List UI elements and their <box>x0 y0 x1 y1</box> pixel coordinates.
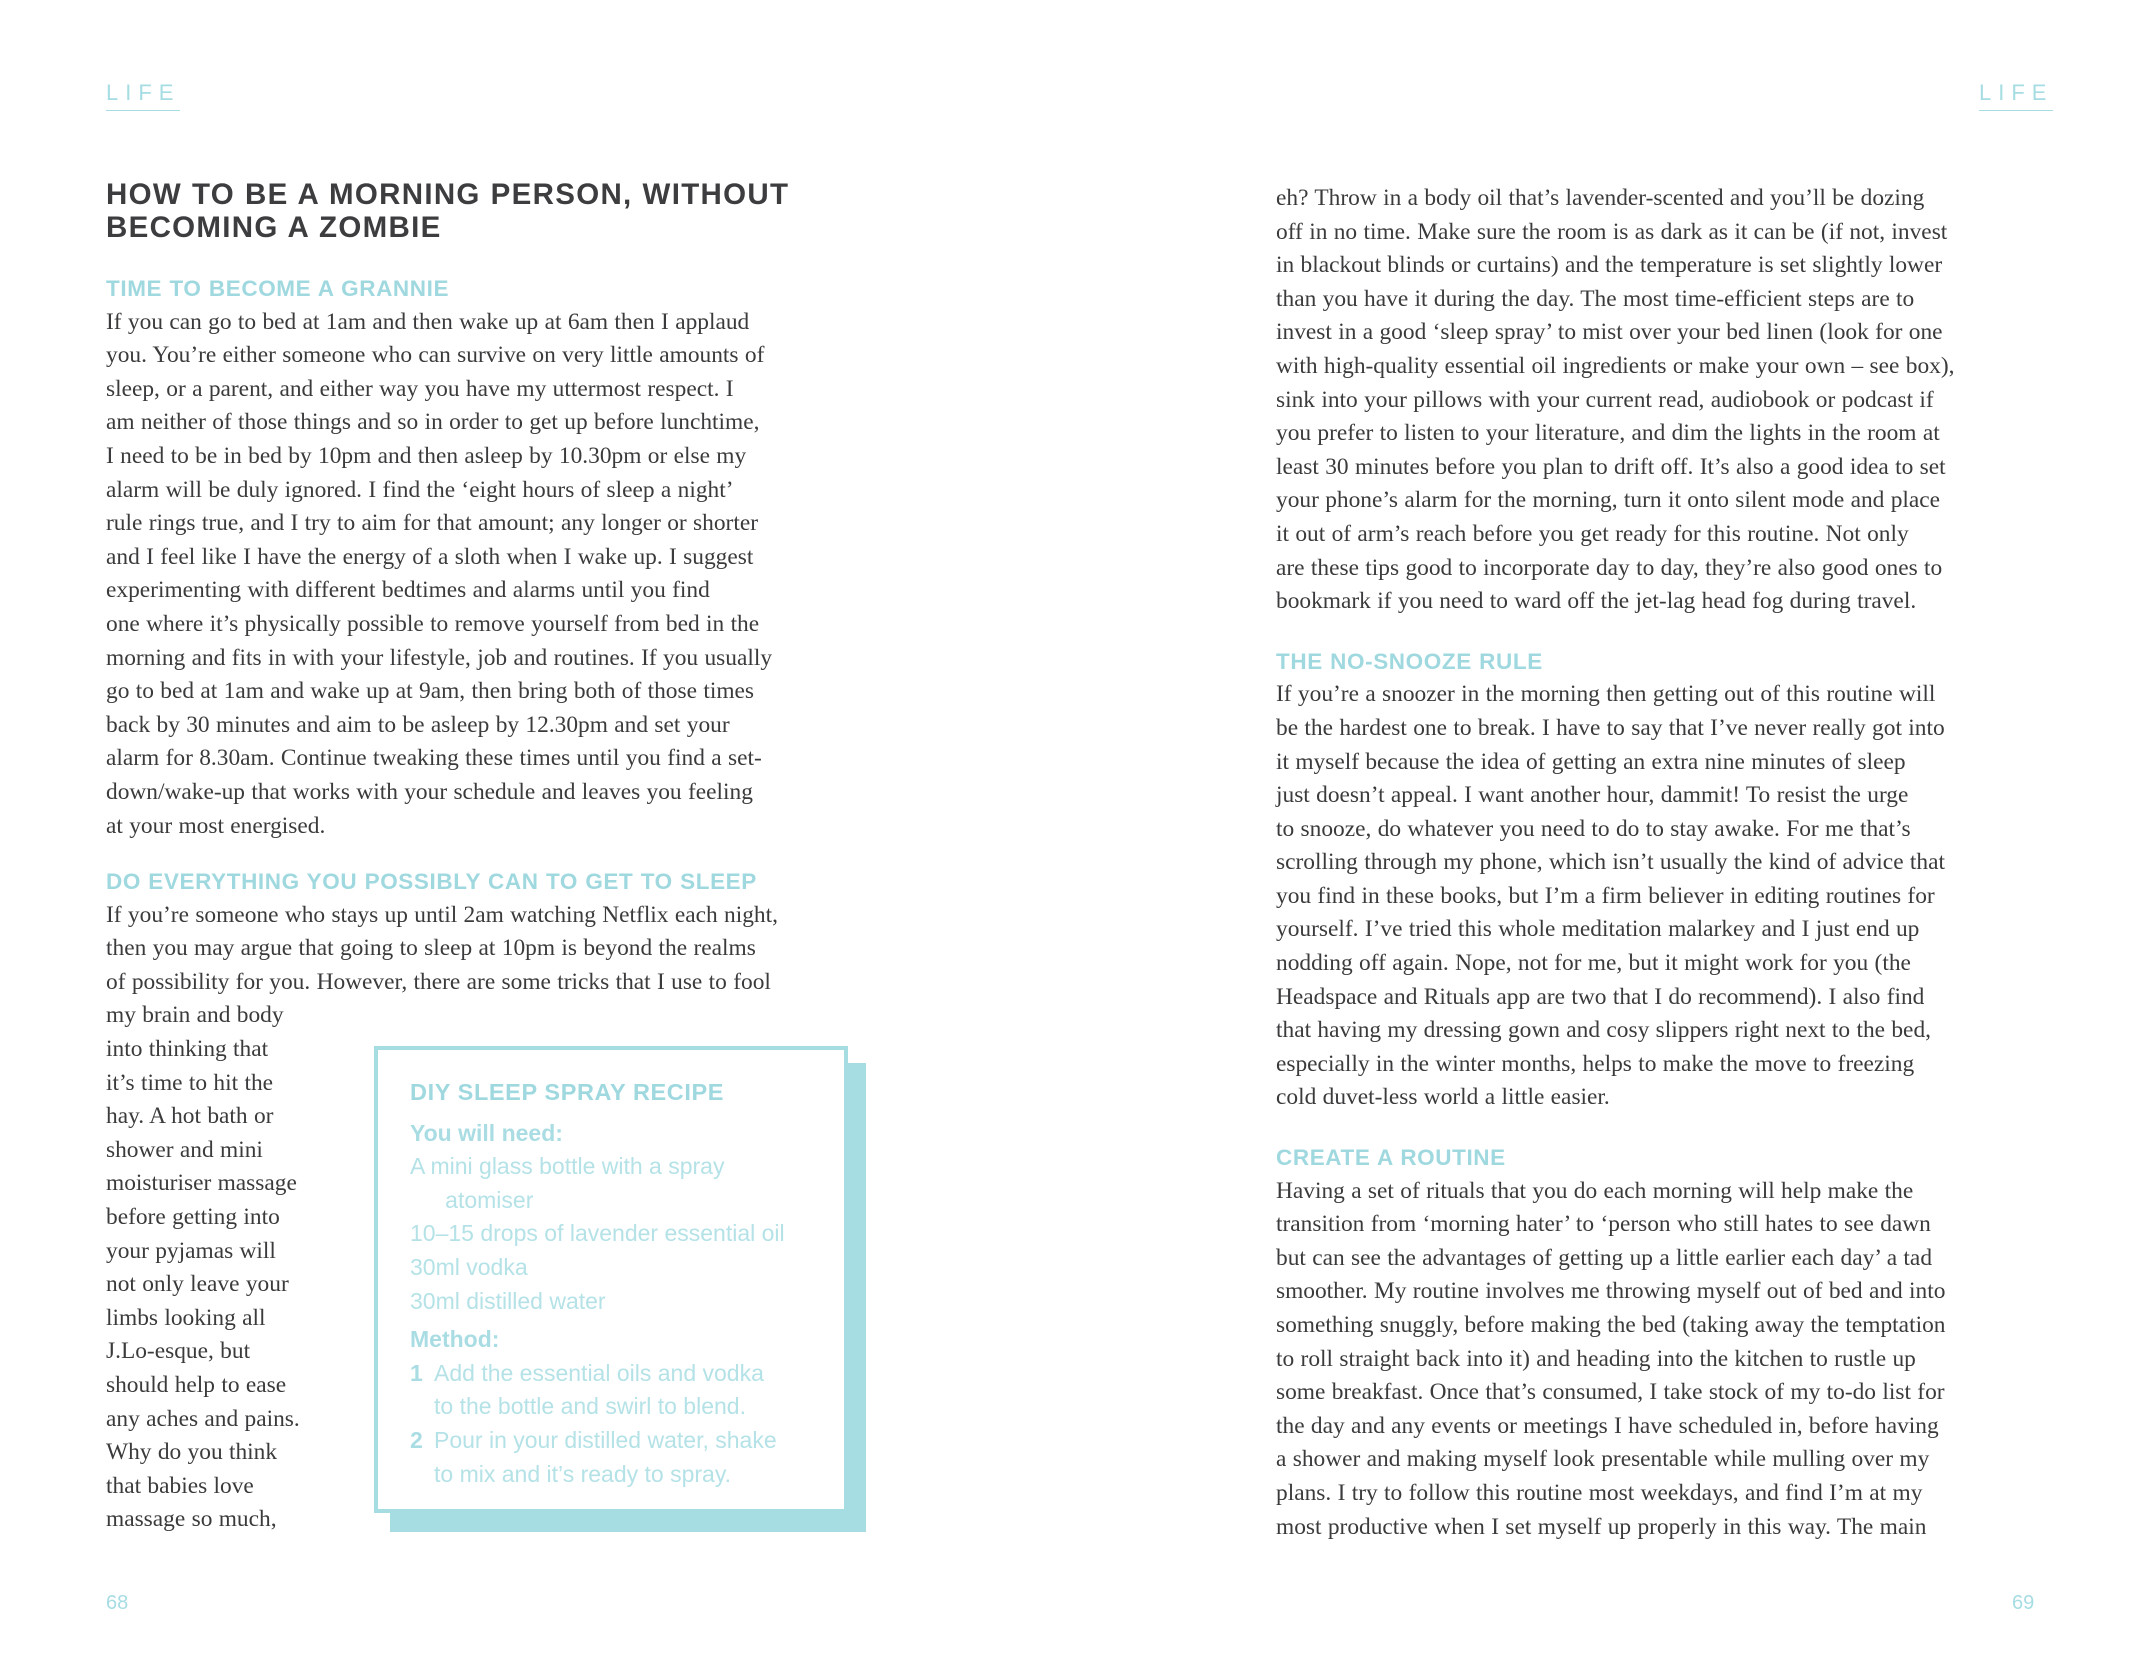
text-line: just doesn’t appeal. I want another hour, dammit! To resist the urge <box>1276 782 1909 809</box>
section-body-routine <box>1276 1175 2036 1545</box>
text-line: and I feel like I have the energy of a sloth when I wake up. I suggest <box>106 543 754 570</box>
text-line: my brain and body <box>106 1002 284 1029</box>
page-number-left: 68 <box>106 1592 129 1614</box>
text-line: alarm will be duly ignored. I find the ‘eight hours of sleep a night’ <box>106 476 734 503</box>
text-line: not only leave your <box>106 1271 289 1298</box>
text-line: Headspace and Rituals app are two that I do recommend). I also find <box>1276 983 1925 1010</box>
text-line: If you’re a snoozer in the morning then getting out of this routine will <box>1276 681 1936 708</box>
text-line: any aches and pains. <box>106 1405 300 1432</box>
text-line: sleep, or a parent, and either way you have my uttermost respect. I <box>106 375 734 402</box>
text-line: some breakfast. Once that’s consumed, I take stock of my to-do list for <box>1276 1379 1945 1406</box>
running-head-right: LIFE <box>1979 80 2053 111</box>
section-body-no-snooze <box>1276 678 2036 1115</box>
continued-body <box>1276 182 2036 619</box>
text-line: something snuggly, before making the bed (taking away the temptation <box>1276 1312 1946 1338</box>
text-line: shower and mini <box>106 1136 263 1163</box>
section-heading-sleep: DO EVERYTHING YOU POSSIBLY CAN TO GET TO SLEEP <box>106 869 757 895</box>
recipe-title: DIY SLEEP SPRAY RECIPE <box>410 1079 725 1105</box>
ingredient-item: 30ml vodka <box>410 1253 528 1280</box>
step-number: 1 <box>410 1359 423 1386</box>
recipe-need-label: You will need: <box>410 1119 563 1146</box>
text-line: especially in the winter months, helps to make the move to freezing <box>1276 1050 1915 1077</box>
text-line: but can see the advantages of getting up a little earlier each day’ a tad <box>1276 1244 1933 1271</box>
text-line: am neither of those things and so in order to get up before lunchtime, <box>106 409 760 436</box>
text-line: before getting into <box>106 1204 280 1231</box>
title-line: BECOMING A ZOMBIE <box>106 211 442 244</box>
ingredient-item: 10–15 drops of lavender essential oil <box>410 1220 785 1247</box>
text-line: should help to ease <box>106 1372 287 1398</box>
text-line: moisturiser massage <box>106 1170 297 1197</box>
text-line: most productive when I set myself up properly in this way. The main <box>1276 1513 1927 1540</box>
text-line: your pyjamas will <box>106 1237 276 1264</box>
ingredient-item: 30ml distilled water <box>410 1287 606 1314</box>
text-line: back by 30 minutes and aim to be asleep by 12.30pm and set your <box>106 711 730 738</box>
text-line: sink into your pillows with your current read, audiobook or podcast if <box>1276 386 1934 413</box>
text-line: scrolling through my phone, which isn’t usually the kind of advice that <box>1276 849 1945 876</box>
step-line: Add the essential oils and vodka <box>434 1359 764 1386</box>
text-line: massage so much, <box>106 1506 277 1533</box>
step-line: to the bottle and swirl to blend. <box>434 1393 746 1420</box>
recipe-method-label: Method: <box>410 1326 500 1353</box>
text-line: If you’re someone who stays up until 2am watching Netflix each night, <box>106 901 778 928</box>
text-line: one where it’s physically possible to remove yourself from bed in the <box>106 610 760 637</box>
text-line: in blackout blinds or curtains) and the temperature is set slightly lower <box>1276 252 1943 279</box>
text-line: you prefer to listen to your literature, and dim the lights in the room at <box>1276 420 1940 447</box>
recipe-box <box>374 1046 848 1513</box>
text-line: than you have it during the day. The most time-efficient steps are to <box>1276 285 1915 312</box>
text-line: morning and fits in with your lifestyle, job and routines. If you usually <box>106 644 773 671</box>
text-line: be the hardest one to break. I have to say that I’ve never really got into <box>1276 714 1945 741</box>
text-line: down/wake-up that works with your schedule and leaves you feeling <box>106 778 753 805</box>
text-line: nodding off again. Nope, not for me, but it might work for you (the <box>1276 950 1911 977</box>
text-line: alarm for 8.30am. Continue tweaking these times until you find a set- <box>106 745 762 772</box>
text-line: go to bed at 1am and wake up at 9am, then bring both of those times <box>106 678 755 705</box>
text-line: you find in these books, but I’m a firm believer in editing routines for <box>1276 882 1935 909</box>
text-line: a shower and making myself look presentable while mulling over my <box>1276 1446 1930 1473</box>
text-line: the day and any events or meetings I have scheduled in, before having <box>1276 1412 1939 1439</box>
text-line: at your most energised. <box>106 812 326 839</box>
text-line: to snooze, do whatever you need to do to stay awake. For me that’s <box>1276 815 1911 842</box>
text-line: that babies love <box>106 1472 254 1499</box>
text-line: yourself. I’ve tried this whole meditation malarkey and I just end up <box>1276 916 1920 943</box>
section-heading-routine: CREATE A ROUTINE <box>1276 1145 1506 1171</box>
section-heading-grannie: TIME TO BECOME A GRANNIE <box>106 276 450 301</box>
text-line: I need to be in bed by 10pm and then asleep by 10.30pm or else my <box>106 442 747 469</box>
text-line: into thinking that <box>106 1036 269 1063</box>
text-line: limbs looking all <box>106 1304 266 1331</box>
text-line: it out of arm’s reach before you get ready for this routine. Not only <box>1276 520 1909 547</box>
text-line: bookmark if you need to ward off the jet-lag head fog during travel. <box>1276 588 1917 615</box>
text-line: transition from ‘morning hater’ to ‘person who still hates to see dawn <box>1276 1211 1931 1238</box>
step-line: Pour in your distilled water, shake <box>434 1426 777 1453</box>
text-line: If you can go to bed at 1am and then wake up at 6am then I applaud <box>106 308 750 335</box>
text-line: invest in a good ‘sleep spray’ to mist over your bed linen (look for one <box>1276 319 1943 346</box>
section-body-grannie <box>106 306 866 844</box>
step-number: 2 <box>410 1426 423 1453</box>
text-line: then you may argue that going to sleep at 10pm is beyond the realms <box>106 935 756 962</box>
text-line: Having a set of rituals that you do each morning will help make the <box>1276 1177 1914 1204</box>
text-line: of possibility for you. However, there are some tricks that I use to fool <box>106 968 771 995</box>
text-line: that having my dressing gown and cosy slippers right next to the bed, <box>1276 1017 1931 1044</box>
ingredient-item: A mini glass bottle with a spray atomiser <box>410 1153 725 1213</box>
method-step <box>410 1357 844 1424</box>
text-line: cold duvet-less world a little easier. <box>1276 1084 1610 1111</box>
text-line: hay. A hot bath or <box>106 1103 274 1130</box>
text-line: eh? Throw in a body oil that’s lavender-scented and you’ll be dozing <box>1276 185 1925 211</box>
text-line: are these tips good to incorporate day to day, they’re also good ones to <box>1276 554 1943 581</box>
text-line: to roll straight back into it) and heading into the kitchen to rustle up <box>1276 1345 1916 1372</box>
step-line: to mix and it’s ready to spray. <box>434 1460 732 1487</box>
text-line: it’s time to hit the <box>106 1069 274 1096</box>
text-line: experimenting with different bedtimes and alarms until you find <box>106 577 710 604</box>
text-line: with high-quality essential oil ingredients or make your own – see box), <box>1276 352 1955 379</box>
text-line: smoother. My routine involves me throwing myself out of bed and into <box>1276 1278 1946 1305</box>
page-number-right: 69 <box>2012 1592 2035 1614</box>
text-line: least 30 minutes before you plan to drift off. It’s also a good idea to set <box>1276 453 1946 480</box>
right-page-column <box>1276 182 2036 1544</box>
text-line: it myself because the idea of getting an extra nine minutes of sleep <box>1276 748 1906 775</box>
text-line: your phone’s alarm for the morning, turn it onto silent mode and place <box>1276 487 1941 514</box>
title-line: HOW TO BE A MORNING PERSON, WITHOUT <box>106 178 790 211</box>
text-line: plans. I try to follow this routine most weekdays, and find I’m at my <box>1276 1479 1923 1506</box>
running-head-left: LIFE <box>106 80 180 111</box>
text-line: rule rings true, and I try to aim for that amount; any longer or shorter <box>106 510 759 537</box>
text-line: you. You’re either someone who can survive on very little amounts of <box>106 342 765 369</box>
text-line: Why do you think <box>106 1439 278 1466</box>
method-step <box>410 1424 844 1491</box>
text-line: off in no time. Make sure the room is as dark as it can be (if not, invest <box>1276 218 1948 245</box>
section-heading-no-snooze: THE NO-SNOOZE RULE <box>1276 648 1543 674</box>
text-line: J.Lo-esque, but <box>106 1338 251 1365</box>
article-title <box>106 178 866 244</box>
